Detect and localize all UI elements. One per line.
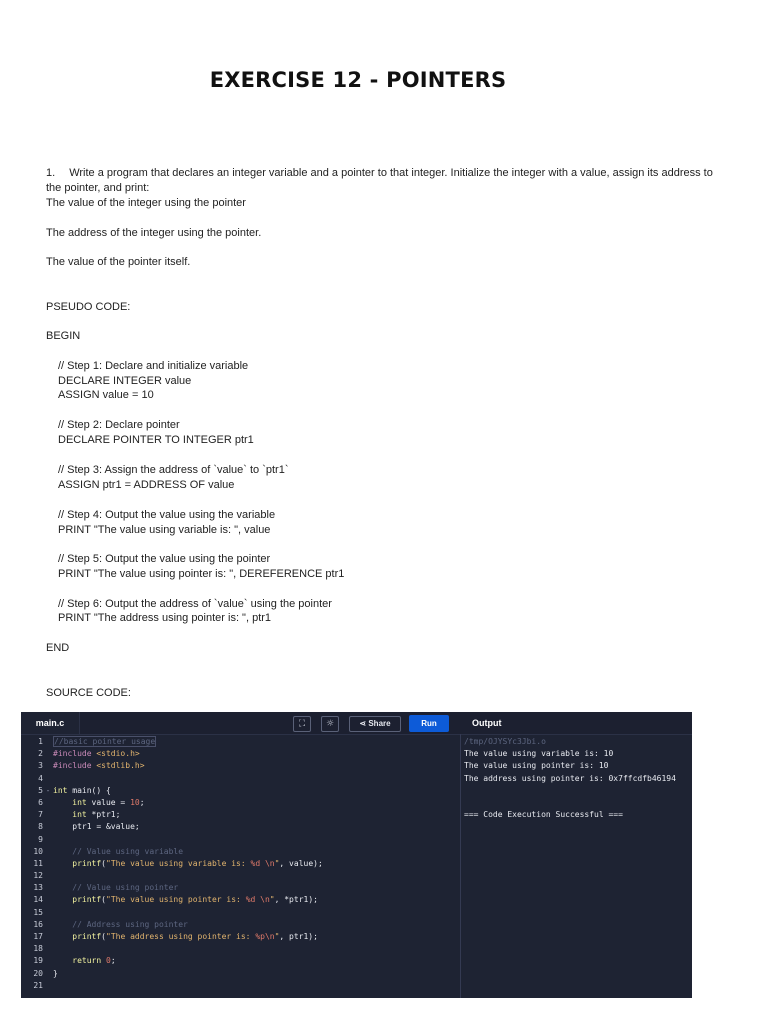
code-line [21,760,459,772]
line-number: 1 [38,737,43,746]
pseudo-code-heading: PSEUDO CODE: [46,301,131,313]
code-text: printf [72,895,102,905]
code-text: ( [101,858,106,868]
code-line [21,858,459,870]
code-text: #include [53,749,92,759]
code-line [21,919,459,931]
code-text: "The value using variable is: [106,858,251,868]
pseudo-line: // Step 2: Declare pointer [58,419,180,431]
line-number: 20 [33,968,43,978]
share-icon: ⋖ [359,719,369,728]
code-text: , value); [279,858,323,868]
output-path: /tmp/OJYSYc3Jbi.o [464,737,546,746]
code-text: ( [101,932,106,941]
page-title: EXERCISE 12 - POINTERS [209,68,507,92]
line-number: 19 [33,956,43,966]
code-line [21,943,459,955]
pseudo-begin: BEGIN [46,330,81,342]
code-text: int [72,810,87,820]
code-text: %d \n [245,895,270,905]
line-number: 21 [33,980,43,990]
pseudo-end: END [46,642,70,654]
fold-arrow-icon[interactable]: - [45,785,51,795]
line-number: 7 [38,810,43,820]
code-text: ; [110,956,116,966]
run-button[interactable]: Run [409,715,449,732]
code-text: int [72,797,87,807]
line-number: 3 [38,761,43,771]
fullscreen-icon[interactable]: ⛶ [293,716,311,732]
line-number: 17 [33,932,43,941]
question-number: 1. [46,167,56,179]
code-text: <stdio.h> [91,749,140,759]
code-text: printf [72,858,102,868]
code-text: 10 [130,797,140,807]
code-text: } [53,968,58,978]
output-pane[interactable] [464,736,690,821]
code-text: , ptr1); [279,932,318,941]
code-text: // Value using variable [72,846,184,856]
line-number: 11 [33,858,43,868]
code-line [21,834,459,846]
code-text: %d \n [250,858,275,868]
code-text: , *ptr1); [274,895,318,905]
line-number: 14 [33,895,43,905]
print-item: The value of the integer using the pointer [46,197,246,209]
pane-divider[interactable] [460,734,461,998]
code-line [21,955,459,967]
code-line [21,894,459,906]
code-text: " [274,858,280,868]
share-button[interactable] [349,716,401,732]
pseudo-line: // Step 3: Assign the address of `value` to `ptr1` [58,464,289,476]
code-text: ptr1 = &value; [72,822,140,832]
print-item: The value of the pointer itself. [46,256,191,268]
share-label: Share [368,719,391,728]
code-text: "The value using pointer is: [106,895,246,905]
tab-main-c[interactable]: main.c [21,712,80,734]
output-header: Output [472,718,502,728]
code-text: // Value using pointer [72,883,179,893]
code-line [21,785,459,797]
code-pane[interactable] [21,736,459,992]
editor-toolbar [21,712,692,735]
code-line [21,882,459,894]
source-code-heading: SOURCE CODE: [46,687,131,699]
theme-sun-icon[interactable]: ☼ [321,716,339,732]
code-text: // Address using pointer [72,919,188,929]
question-text: Write a program that declares an integer variable and a pointer to that integer. Initialize the integer with a value, assign its address to the pointer, and print: [46,167,713,194]
pseudo-line: // Step 4: Output the value using the variable [58,509,276,521]
pseudo-line: PRINT "The value using variable is: ", value [58,524,271,536]
code-text: //basic pointer usage [54,737,156,746]
code-text: " [269,895,275,905]
code-text: *ptr1; [86,810,121,820]
pseudo-line: DECLARE POINTER TO INTEGER ptr1 [58,434,254,446]
code-line [21,736,459,748]
pseudo-line: ASSIGN ptr1 = ADDRESS OF value [58,479,235,491]
line-number: 13 [33,883,43,893]
code-line [21,907,459,919]
line-number: 2 [38,749,43,759]
output-status: === Code Execution Successful === [464,810,623,820]
line-number: 10 [33,846,43,856]
question-paragraph [46,166,722,196]
code-line [21,748,459,760]
code-line [21,870,459,882]
line-number: 5 [38,785,43,795]
pseudo-line: // Step 1: Declare and initialize variable [58,360,249,372]
line-number: 12 [33,871,43,881]
output-line: The value using pointer is: 10 [464,761,609,771]
code-text: %p\n [255,932,275,941]
code-line [21,846,459,858]
code-text: int [53,785,68,795]
pseudo-line: DECLARE INTEGER value [58,375,192,387]
line-number: 8 [38,822,43,832]
line-number: 18 [33,944,43,954]
pseudo-line: ASSIGN value = 10 [58,389,154,401]
code-editor-screenshot [21,712,692,998]
code-line [21,797,459,809]
code-line [21,821,459,833]
pseudo-line: // Step 6: Output the address of `value` using the pointer [58,598,332,610]
line-number: 16 [33,919,43,929]
code-text: main() { [67,785,111,795]
line-number: 6 [38,797,43,807]
code-line [21,980,459,992]
code-line [21,809,459,821]
line-number: 4 [38,773,43,783]
code-text: return [72,956,102,966]
code-text: #include [53,761,92,771]
output-line: The value using variable is: 10 [464,749,614,759]
line-number: 15 [33,907,43,917]
code-text: ( [101,895,106,905]
code-text: <stdlib.h> [91,761,145,771]
code-text: " [274,932,280,941]
pseudo-line: // Step 5: Output the value using the pointer [58,553,271,565]
code-text: "The address using pointer is: [106,932,256,941]
code-text: value = [86,797,131,807]
code-text: 0 [101,956,111,966]
pseudo-line: PRINT "The value using pointer is: ", DEREFERENCE ptr1 [58,568,345,580]
code-line [21,773,459,785]
output-line: The address using pointer is: 0x7ffcdfb46194 [464,773,676,783]
code-line [21,968,459,980]
code-text: printf [72,932,102,941]
line-number: 9 [38,834,43,844]
pseudo-line: PRINT "The address using pointer is: ", ptr1 [58,612,272,624]
code-line [21,931,459,943]
code-text: ; [139,797,145,807]
print-item: The address of the integer using the pointer. [46,227,262,239]
